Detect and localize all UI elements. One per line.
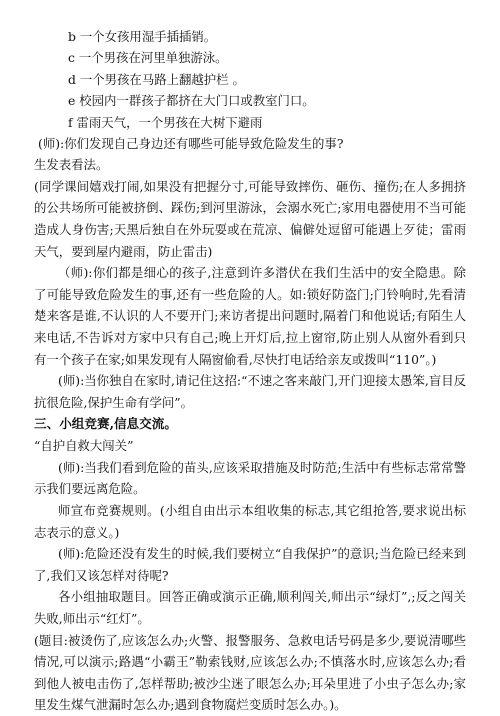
list-item: f 雷雨天气，一个男孩在大树下避雨 [68,114,263,130]
paragraph-rules: 师宣布竞赛规则。(小组自由出示本组收集的标志,其它组抢答,要求说出标志表示的意义。) [34,502,466,540]
paragraph-classmates: (同学课间嬉戏打闹,如果没有把握分寸,可能导致摔伤、砸伤、撞伤;在人多拥挤的公共场所可能被挤倒、踩伤;到河里游泳，会溺水死亡;家用电器使用不当可能造成人身伤害;天黑后独自在外玩耍或在荒凉、偏僻处逗留可能遇上歹徒；雷雨天气，要到屋内避雨，防止雷击) [34,178,466,259]
paragraph-topics: (题目:被烫伤了,应该怎么办;火警、报警服务、急救电话号码是多少,要说清哪些情况,可以演示;路遇“小霸王”勒索钱财,应该怎么办;不慎落水时,应该怎么办;看到他人被电击伤了,怎样帮助;被沙尘迷了眼怎么办;耳朵里进了小虫子怎么办;家里发生煤气泄漏时怎么办;遇到食物腐烂变质时怎么办。)。 [34,632,466,713]
teacher-question: (师):你们发现自己身边还有哪些可能导致危险发生的事? [38,136,344,152]
paragraph-self-protect: (师):危险还没有发生的时候,我们要树立“自我保护”的意识;当危险已经来到了,我们又该怎样对待呢? [34,546,466,583]
paragraph-signs: (师):当我们看到危险的苗头,应该采取措施及时防范;生活中有些标志常常警示我们要远离危险。 [34,459,466,497]
paragraph-teacher-alone: (师):当你独自在家时,请记住这招:“不速之客来敲门,开门迎接太愚笨,盲目反抗很危险,保护生命有学问”。 [34,373,466,410]
list-item: c 一个男孩在河里单独游泳。 [68,50,228,66]
paragraph-groups: 各小组抽取题目。回答正确或演示正确,顺利闯关,师出示“绿灯”,;反之闯关失败,师出示“红灯”。 [34,589,466,626]
section-subtitle: “自护自救大闯关” [34,438,134,454]
students-speak: 生发表看法。 [34,157,109,173]
section-heading: 三、小组竞赛,信息交流。 [34,416,177,432]
paragraph-teacher-careful: （师):你们都是细心的孩子,注意到许多潜伏在我们生活中的安全隐患。除了可能导致危险发生的事,还有一些危险的人。如:锁好防盗门;门铃响时,先看清楚来客是谁,不认识的人不要开门;来访者提出问题时,隔着门和他说话;有陌生人来电话,不告诉对方家中只有自己;晚上开灯后,拉上窗帘,防止别人从窗外看到只有一个孩子在家;如果发现有人隔窗偷看,尽快打电话给亲友或拨叫“110”。) [34,265,466,367]
list-item: b 一个女孩用湿手插插销。 [68,29,217,44]
list-item: d 一个男孩在马路上翻越护栏 。 [68,71,245,87]
list-item: e 校园内一群孩子都挤在大门口或教室门口。 [68,93,315,109]
